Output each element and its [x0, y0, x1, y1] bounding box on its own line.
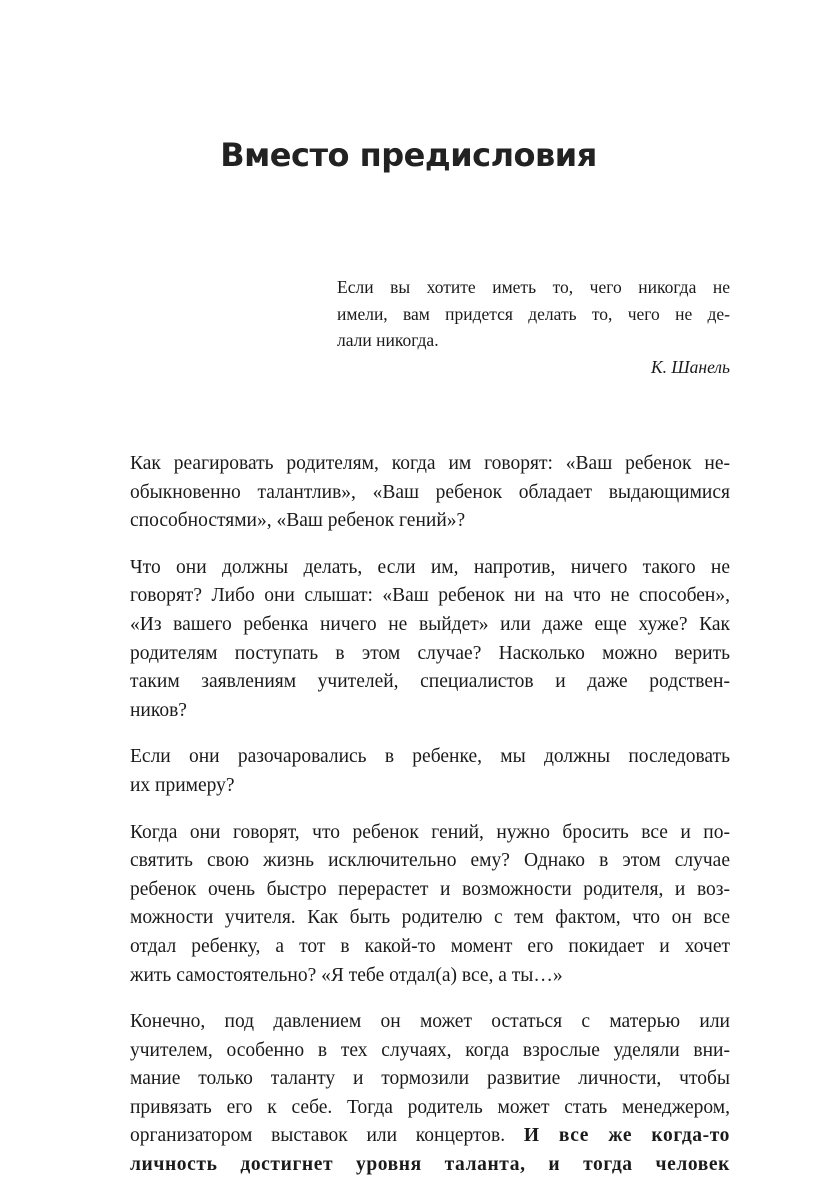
text-line: «Из вашего ребенка ничего не выйдет» или даже еще хуже? Как	[130, 613, 730, 635]
text-line: обыкновенно талантлив», «Ваш ребенок обладает выдающимися	[130, 481, 730, 503]
text-line: способностями», «Ваш ребенок гений»?	[130, 510, 466, 532]
text-line: учителем, особенно в тех случаях, когда взрослые уделяли вни-	[130, 1039, 730, 1061]
paragraph	[130, 450, 730, 536]
text-line: ребенок очень быстро перерастет и возможности родителя, и воз-	[130, 878, 730, 900]
text-line: таким заявлениям учителей, специалистов и даже родствен-	[130, 671, 730, 693]
paragraph	[130, 554, 730, 726]
paragraph	[130, 1008, 730, 1180]
text-line	[130, 1122, 730, 1151]
epigraph-line: лали никогда.	[337, 330, 439, 350]
bold-text: И все же когда-то	[523, 1125, 730, 1147]
text-line: Конечно, под давлением он может остаться с матерью или	[130, 1011, 730, 1033]
text-segment: организатором выставок или концертов.	[130, 1125, 506, 1147]
body-text	[130, 450, 730, 1198]
text-line: Когда они говорят, что ребенок гений, нужно бросить все и по-	[130, 821, 730, 843]
epigraph-line: Если вы хотите иметь то, чего никогда не	[337, 277, 730, 297]
text-line: родителям поступать в этом случае? Насколько можно верить	[130, 642, 730, 664]
text-line: мание только таланту и тормозили развитие личности, чтобы	[130, 1068, 730, 1090]
text-line: святить свою жизнь исключительно ему? Однако в этом случае	[130, 850, 730, 872]
text-line: говорят? Либо они слышат: «Ваш ребенок ни на что не способен»,	[130, 585, 730, 607]
text-line: жить самостоятельно? «Я тебе отдал(а) все, а ты…»	[130, 964, 563, 986]
epigraph-line: имели, вам придется делать то, чего не де-	[337, 303, 730, 324]
paragraph	[130, 743, 730, 800]
paragraph	[130, 819, 730, 991]
epigraph	[337, 274, 730, 380]
text-line: отдал ребенку, а тот в какой-то момент его покидает и хочет	[130, 935, 730, 957]
text-line: привязать его к себе. Тогда родитель может стать менеджером,	[130, 1096, 730, 1118]
text-line	[130, 1151, 730, 1180]
text-line: их примеру?	[130, 774, 235, 796]
text-line: Что они должны делать, если им, напротив, ничего такого не	[130, 556, 730, 578]
bold-text: личность достигнет уровня таланта, и тогда человек	[130, 1154, 730, 1176]
epigraph-author: К. Шанель	[651, 356, 730, 377]
text-line: Как реагировать родителям, когда им говорят: «Ваш ребенок не-	[130, 453, 730, 474]
text-line: Если они разочаровались в ребенке, мы должны последовать	[130, 746, 730, 768]
page-title: Вместо предисловия	[220, 136, 597, 174]
text-line: ников?	[130, 699, 187, 721]
text-line: можности учителя. Как быть родителю с тем фактом, что он все	[130, 907, 730, 929]
